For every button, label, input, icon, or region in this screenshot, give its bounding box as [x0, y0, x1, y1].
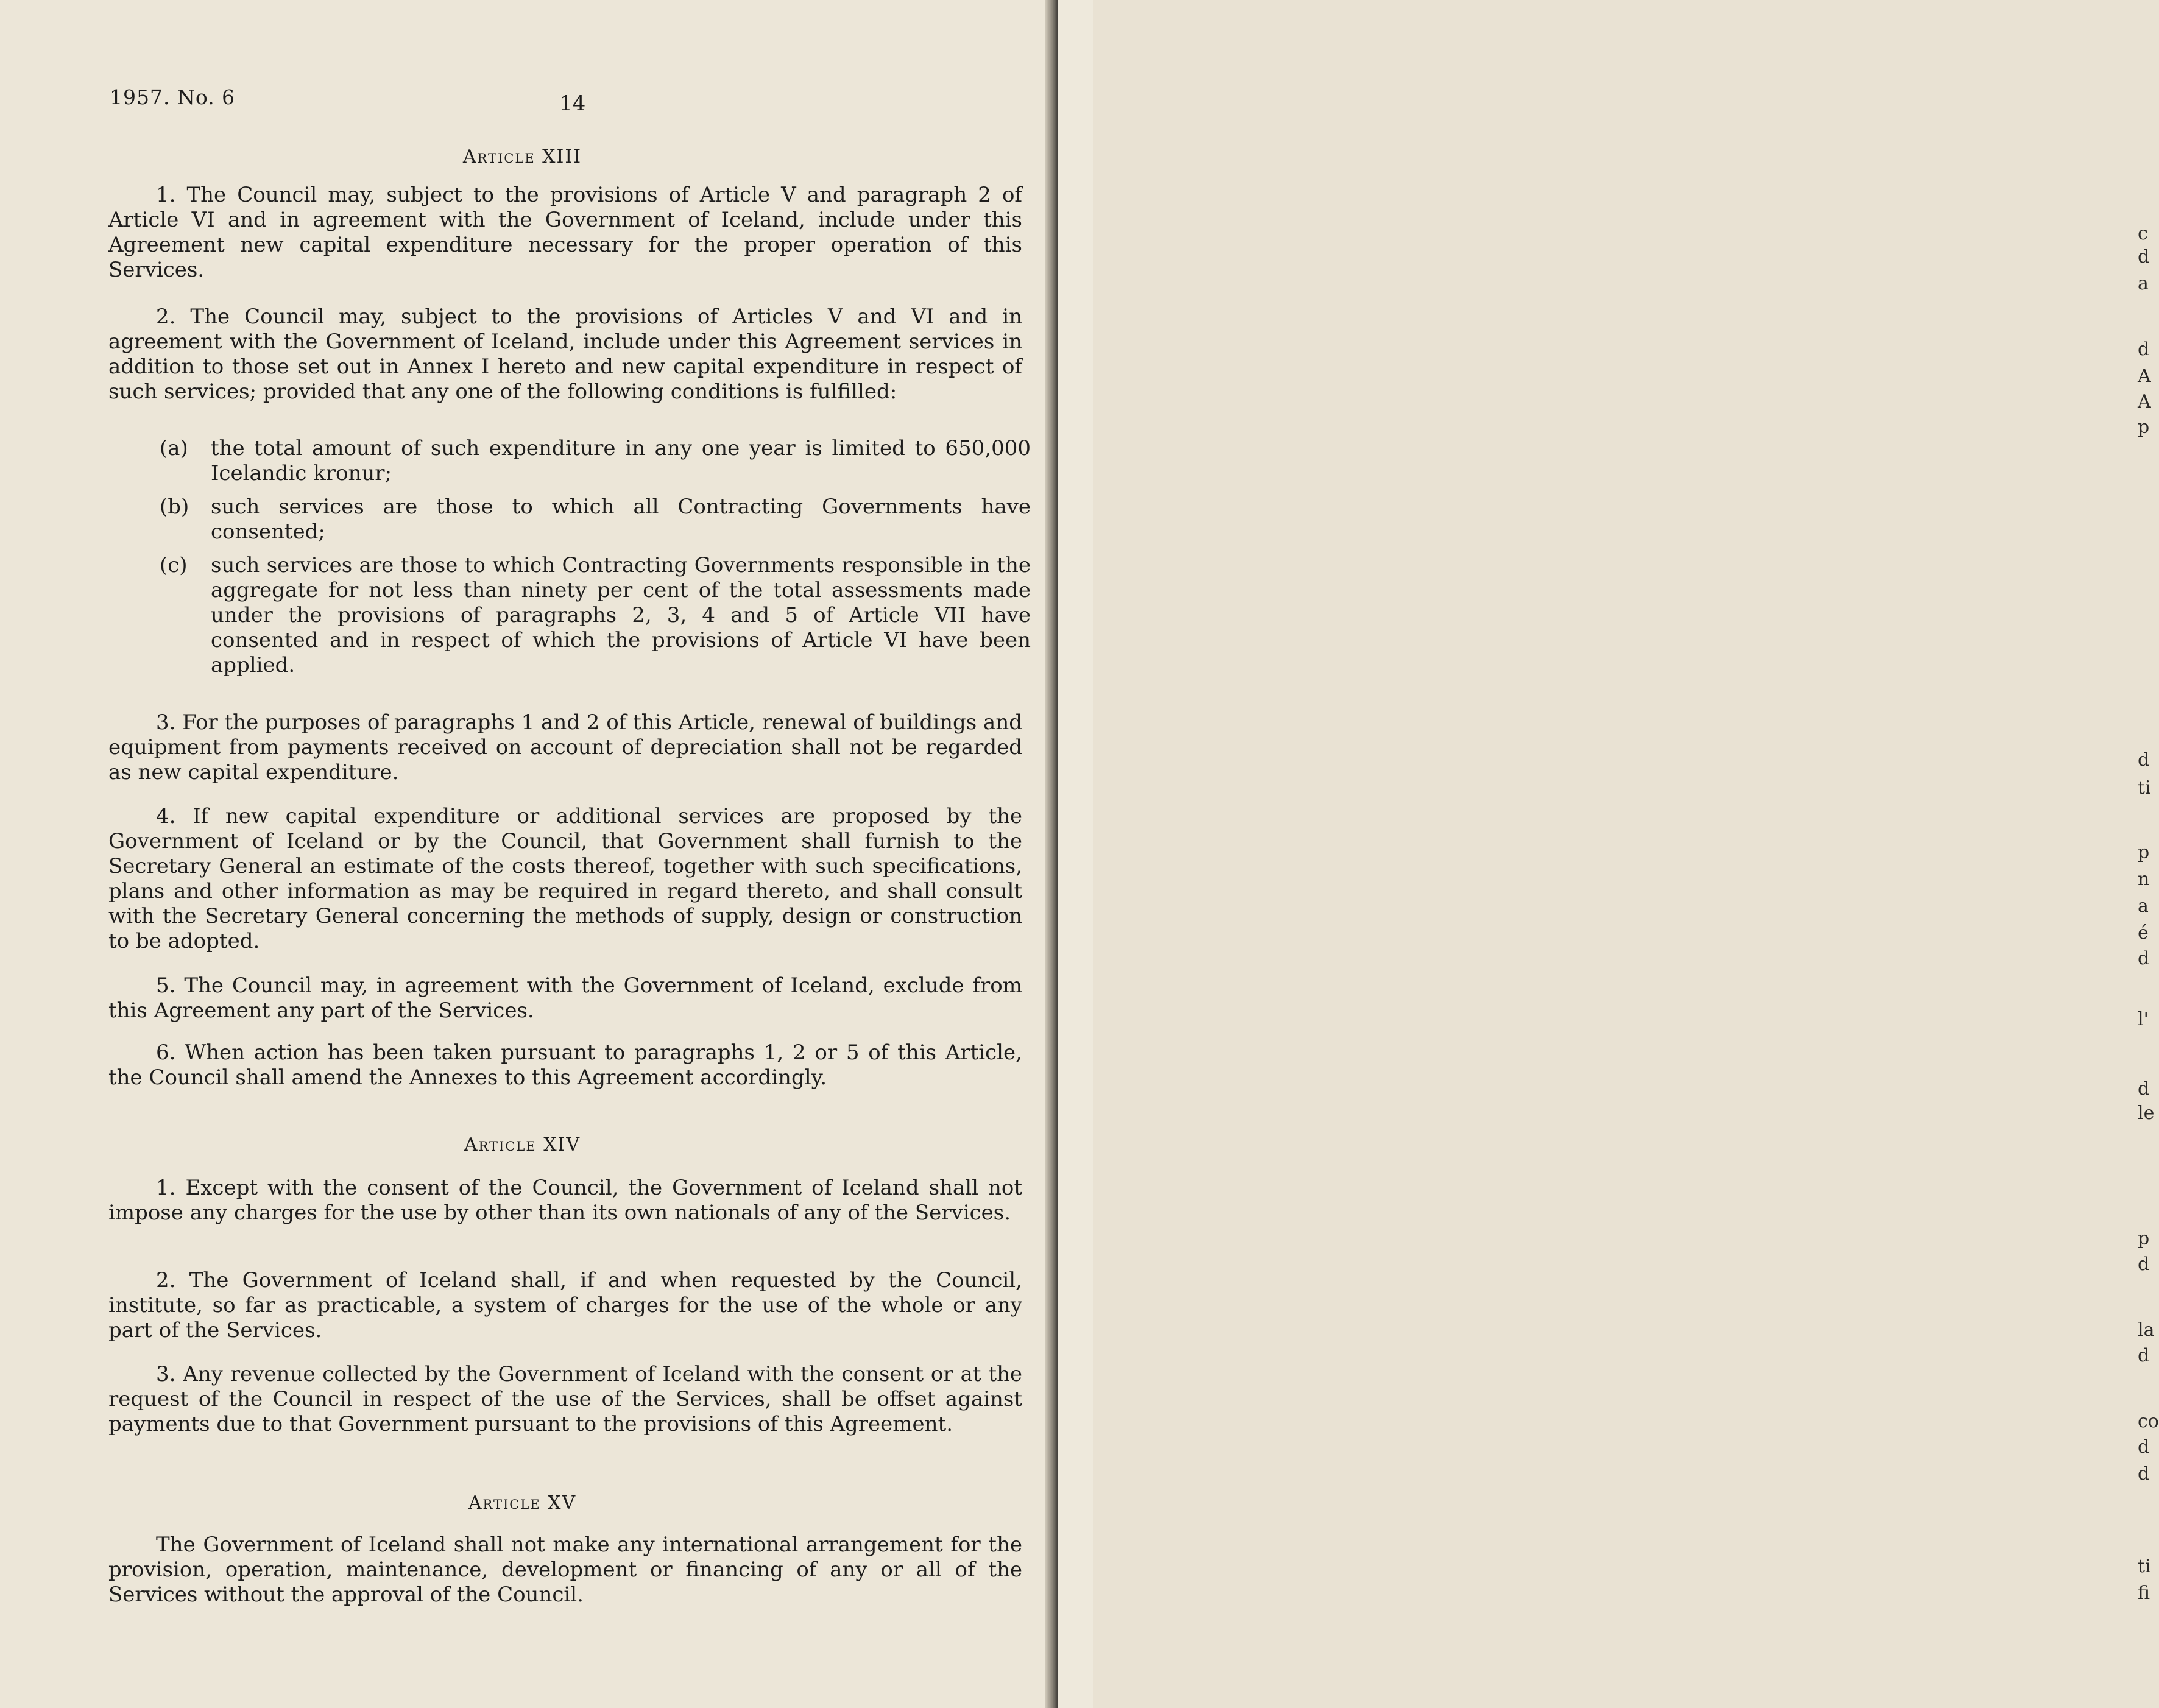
article-xiii-para-4: 4. If new capital expenditure or additional services are proposed by the Government of Iceland or by the Council, that Government shall furnish to the Secretary General an estimate of the costs thereof, together with such specifications, plans and other information as may be required in regard thereto, and shall consult with the Secretary General concerning the methods of supply, design or construction to be adopted. [108, 804, 1022, 953]
margin-fragment: n [2138, 869, 2150, 890]
article-xiii-para-3: 3. For the purposes of paragraphs 1 and 2 of this Article, renewal of buildings and equipment from payments received on account of depreciation shall not be regarded as new capital expenditure. [108, 710, 1022, 785]
condition-label: (b) [160, 495, 189, 519]
margin-fragment: d [2138, 246, 2150, 267]
adjacent-page-edge [1058, 0, 2159, 1708]
article-xiv-heading: Article XIV [464, 1134, 581, 1156]
margin-fragment: le [2138, 1103, 2155, 1124]
margin-fragment: é [2138, 922, 2149, 944]
margin-fragment: d [2138, 1436, 2150, 1458]
condition-a [160, 436, 1031, 486]
article-xv-para-1: The Government of Iceland shall not make any international arrangement for the provision, operation, maintenance, development or financing of any or all of the Services without the approval of the Council. [108, 1533, 1022, 1607]
margin-fragment: la [2138, 1319, 2155, 1341]
margin-fragment: d [2138, 948, 2150, 969]
condition-text: the total amount of such expenditure in any one year is limited to 650,000 Icelandic kronur; [211, 436, 1031, 485]
margin-fragment: l' [2138, 1009, 2149, 1030]
margin-fragment: ti [2138, 777, 2151, 799]
binding-gutter [1045, 0, 1058, 1708]
article-xiii-para-5: 5. The Council may, in agreement with the Government of Iceland, exclude from this Agreement any part of the Services. [108, 973, 1022, 1023]
article-xiii-para-2: 2. The Council may, subject to the provisions of Articles V and VI and in agreement with the Government of Iceland, include under this Agreement services in addition to those set out in Annex I hereto and new capital expenditure in respect of such services; provided that any one of the following conditions is fulfilled: [108, 305, 1022, 404]
article-xiii-para-6: 6. When action has been taken pursuant to paragraphs 1, 2 or 5 of this Article, the Council shall amend the Annexes to this Agreement accordingly. [108, 1040, 1022, 1090]
margin-fragment: d [2138, 749, 2150, 771]
margin-fragment: d [2138, 1078, 2150, 1099]
article-xiii-para-1: 1. The Council may, subject to the provisions of Article V and paragraph 2 of Article VI and in agreement with the Government of Iceland, include under this Agreement new capital expenditure necessary for the proper operation of this Services. [108, 183, 1022, 282]
margin-fragment: c [2138, 223, 2148, 244]
margin-fragment: A [2138, 391, 2151, 412]
article-xv-heading: Article XV [468, 1492, 577, 1514]
margin-fragment: d [2138, 339, 2150, 360]
article-xiv-para-2: 2. The Government of Iceland shall, if and when requested by the Council, institute, so far as practicable, a system of charges for the use of the whole or any part of the Services. [108, 1268, 1022, 1343]
article-xiv-para-3: 3. Any revenue collected by the Government of Iceland with the consent or at the request of the Council in respect of the use of the Services, shall be offset against payments due to that Government pursuant to the provisions of this Agreement. [108, 1362, 1022, 1436]
condition-text: such services are those to which all Contracting Governments have consented; [211, 495, 1031, 544]
margin-fragment: d [2138, 1463, 2150, 1484]
page-number: 14 [559, 91, 586, 116]
margin-fragment: ti [2138, 1556, 2151, 1577]
condition-label: (c) [160, 553, 188, 577]
publication-reference: 1957. No. 6 [110, 85, 236, 109]
article-xiii-heading: Article XIII [462, 146, 582, 168]
margin-fragment: d [2138, 1345, 2150, 1366]
margin-fragment: co [2138, 1411, 2159, 1432]
condition-text: such services are those to which Contracting Governments responsible in the aggregate for not less than ninety per cent of the total assessments made under the provisions of paragraphs 2, 3, 4 and 5 of Article VII have consented and in respect of which the provisions of Article VI have been applied. [211, 553, 1031, 677]
margin-fragment: fi [2138, 1583, 2150, 1604]
document-page [0, 0, 1045, 1708]
margin-fragment: A [2138, 365, 2151, 387]
condition-b [160, 495, 1031, 545]
margin-fragment: d [2138, 1254, 2150, 1275]
margin-fragment: p [2138, 1228, 2150, 1249]
article-xiv-para-1: 1. Except with the consent of the Council, the Government of Iceland shall not impose any charges for the use by other than its own nationals of any of the Services. [108, 1176, 1022, 1225]
margin-fragment: a [2138, 273, 2149, 294]
margin-fragment: p [2138, 417, 2150, 438]
margin-fragment: p [2138, 842, 2150, 863]
condition-label: (a) [160, 436, 188, 461]
margin-fragment: a [2138, 895, 2149, 917]
condition-c [160, 553, 1031, 678]
